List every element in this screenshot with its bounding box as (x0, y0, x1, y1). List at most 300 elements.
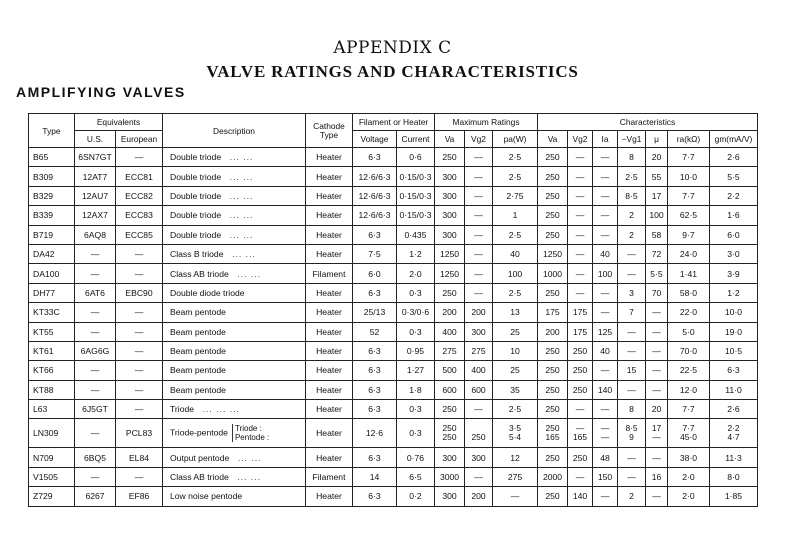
cell-va-max: 300 (435, 448, 465, 467)
cell-european: — (116, 322, 163, 341)
cell-neg-vg1 (618, 419, 646, 448)
subheader-mu: μ (646, 131, 668, 148)
cell-gm: 1·6 (710, 206, 758, 225)
table-row (29, 264, 758, 283)
cell-us: — (75, 467, 116, 486)
cell-vg2-max: — (465, 283, 493, 302)
cell-neg-vg1: 8 (618, 400, 646, 419)
cell-type: DH77 (29, 283, 75, 302)
cell-va-max: 200 (435, 303, 465, 322)
description-text: Double triode (170, 152, 222, 163)
cell-voltage: 6·3 (353, 283, 397, 302)
cell-description (163, 264, 306, 283)
cell-vg2-max: — (465, 400, 493, 419)
cell-vg2-max: — (465, 148, 493, 167)
cell-european: EF86 (116, 487, 163, 506)
cell-gm: 1·2 (710, 283, 758, 302)
cell-cathode: Heater (306, 400, 353, 419)
cell-va: 250 (538, 361, 568, 380)
cell-neg-vg1: — (618, 448, 646, 467)
description-text: Beam pentode (170, 346, 226, 357)
cell-current: 0·3 (397, 322, 435, 341)
cell-mu (646, 419, 668, 448)
cell-european: — (116, 400, 163, 419)
cell-ia: — (593, 225, 618, 244)
cell-description (163, 303, 306, 322)
description-text: Class AB triode (170, 268, 229, 279)
cell-ra: 22·5 (668, 361, 710, 380)
cell-vg2-max (465, 419, 493, 448)
cell-type: B329 (29, 186, 75, 205)
cell-va-max: 250 (435, 400, 465, 419)
cell-pa: 2·75 (493, 186, 538, 205)
cell-neg-vg1: 2 (618, 487, 646, 506)
subheader-pa: pa(W) (493, 131, 538, 148)
cell-us: — (75, 361, 116, 380)
cell-gm: 8·0 (710, 467, 758, 486)
cell-current: 0·3 (397, 400, 435, 419)
subheader-voltage: Voltage (353, 131, 397, 148)
cell-mu: 16 (646, 467, 668, 486)
cell-ra: 38·0 (668, 448, 710, 467)
cell-ia: — (593, 487, 618, 506)
subheader-neg-vg1: −Vg1 (618, 131, 646, 148)
cell-current: 0·3 (397, 283, 435, 302)
cell-va: 250 (538, 283, 568, 302)
cell-vg2 (568, 419, 593, 448)
table-row (29, 400, 758, 419)
cell-gm: 10·5 (710, 341, 758, 360)
cell-pa: 2·5 (493, 400, 538, 419)
cell-voltage: 6·3 (353, 400, 397, 419)
cell-cathode: Filament (306, 467, 353, 486)
subheader-ia: Ia (593, 131, 618, 148)
cell-voltage: 6·0 (353, 264, 397, 283)
subheader-european: European (116, 131, 163, 148)
cell-neg-vg1: 2 (618, 225, 646, 244)
cell-ra: 9·7 (668, 225, 710, 244)
cell-cathode: Heater (306, 303, 353, 322)
cell-va-max: 300 (435, 206, 465, 225)
cell-ia: 48 (593, 448, 618, 467)
cell-mu: 20 (646, 400, 668, 419)
cell-description (163, 467, 306, 486)
cell-vg2: 175 (568, 322, 593, 341)
leader-dots: ... ... (232, 249, 256, 260)
cell-voltage: 6·3 (353, 380, 397, 399)
cell-va-max: 300 (435, 167, 465, 186)
cell-cathode: Heater (306, 322, 353, 341)
cell-european: — (116, 341, 163, 360)
cell-ra: 2·0 (668, 467, 710, 486)
cell-description (163, 283, 306, 302)
cell-mu: — (646, 341, 668, 360)
description-text: Beam pentode (170, 365, 226, 376)
cell-mu: — (646, 380, 668, 399)
cell-vg2-max: 600 (465, 380, 493, 399)
cell-ia: — (593, 361, 618, 380)
cell-neg-vg1: 3 (618, 283, 646, 302)
cell-current: 1·27 (397, 361, 435, 380)
description-text: Triode-pentode (170, 427, 228, 438)
table-row (29, 206, 758, 225)
description-text: Double triode (170, 229, 222, 240)
cell-description (163, 380, 306, 399)
cell-vg2-max: — (465, 264, 493, 283)
header-type: Type (29, 114, 75, 148)
table-row (29, 225, 758, 244)
cell-cathode: Heater (306, 487, 353, 506)
leader-dots: ... ... (229, 190, 254, 201)
cell-type: KT55 (29, 322, 75, 341)
cell-va-max: 300 (435, 186, 465, 205)
cell-va: 250 (538, 380, 568, 399)
cell-description (163, 186, 306, 205)
cell-cathode: Heater (306, 361, 353, 380)
leader-dots: ... ... (237, 452, 262, 463)
cell-us: 6267 (75, 487, 116, 506)
cell-va: 2000 (538, 467, 568, 486)
cell-ra: 24·0 (668, 244, 710, 263)
cell-ia: 40 (593, 341, 618, 360)
cell-pa (493, 419, 538, 448)
leader-dots: ... ... (229, 171, 254, 182)
cell-va-max: 300 (435, 225, 465, 244)
cell-cathode: Heater (306, 148, 353, 167)
cell-description (163, 322, 306, 341)
cell-pa: 275 (493, 467, 538, 486)
subheader-vg2-max: Vg2 (465, 131, 493, 148)
cell-vg2: — (568, 225, 593, 244)
cell-ia: — (593, 303, 618, 322)
cell-vg2-max: — (465, 186, 493, 205)
table-row (29, 303, 758, 322)
cell-us: — (75, 264, 116, 283)
cell-ia: — (593, 167, 618, 186)
valve-table (28, 113, 758, 507)
header-characteristics: Characteristics (538, 114, 758, 131)
cell-gm: 2·2 (710, 186, 758, 205)
cell-description (163, 225, 306, 244)
table-row (29, 186, 758, 205)
cell-va (538, 419, 568, 448)
cell-current: 6·5 (397, 467, 435, 486)
header-equivalents: Equivalents (75, 114, 163, 131)
leader-dots: ... ... (229, 152, 254, 163)
cell-european: — (116, 467, 163, 486)
cell-mu: — (646, 361, 668, 380)
cell-va: 250 (538, 341, 568, 360)
cell-ra: 62·5 (668, 206, 710, 225)
table-body (29, 148, 758, 507)
cell-type: Z729 (29, 487, 75, 506)
cell-va-max (435, 419, 465, 448)
cell-pa: 25 (493, 361, 538, 380)
table-row (29, 148, 758, 167)
cell-mu: — (646, 322, 668, 341)
cell-mu: 5·5 (646, 264, 668, 283)
table-row (29, 419, 758, 448)
cell-va: 175 (538, 303, 568, 322)
cell-type: KT88 (29, 380, 75, 399)
cell-ia: — (593, 186, 618, 205)
cell-ia: — (593, 400, 618, 419)
cell-voltage: 6·3 (353, 341, 397, 360)
cell-european: EL84 (116, 448, 163, 467)
cell-neg-vg1: 7 (618, 303, 646, 322)
cell-va-max: 250 (435, 148, 465, 167)
table-row (29, 448, 758, 467)
cell-european: EBC90 (116, 283, 163, 302)
cell-description (163, 400, 306, 419)
cell-pa: 40 (493, 244, 538, 263)
cell-gm: 6·3 (710, 361, 758, 380)
cell-gm: 11·0 (710, 380, 758, 399)
leader-dots: ... ... (229, 229, 254, 240)
pentode-value: 250 (442, 432, 457, 443)
cell-va: 200 (538, 322, 568, 341)
cell-description (163, 244, 306, 263)
cell-ia: 140 (593, 380, 618, 399)
cell-cathode: Heater (306, 244, 353, 263)
triode-value: — (575, 423, 585, 434)
pentode-value: 9 (629, 432, 634, 443)
cell-ra (668, 419, 710, 448)
subheader-current: Current (397, 131, 435, 148)
cell-vg2: — (568, 283, 593, 302)
cell-va: 250 (538, 225, 568, 244)
cell-vg2-max: 200 (465, 487, 493, 506)
cell-vg2-max: — (465, 225, 493, 244)
pentode-value: 165 (545, 432, 560, 443)
cell-neg-vg1: 2 (618, 206, 646, 225)
cell-ra: 70·0 (668, 341, 710, 360)
cell-ra: 58·0 (668, 283, 710, 302)
cell-va-max: 1250 (435, 264, 465, 283)
cell-mu: 17 (646, 186, 668, 205)
cell-type: B719 (29, 225, 75, 244)
cell-type: B309 (29, 167, 75, 186)
cell-vg2-max: 400 (465, 361, 493, 380)
cell-vg2-max: 300 (465, 322, 493, 341)
cell-us: 6AT6 (75, 283, 116, 302)
pentode-value: 45·0 (680, 432, 697, 443)
cell-current: 0·15/0·3 (397, 167, 435, 186)
header-description: Description (163, 114, 306, 148)
description-text: Class AB triode (170, 472, 229, 483)
cell-voltage: 6·3 (353, 361, 397, 380)
cell-pa: 2·5 (493, 148, 538, 167)
table-row (29, 380, 758, 399)
cell-vg2: 250 (568, 448, 593, 467)
cell-voltage: 7·5 (353, 244, 397, 263)
cell-ra: 12·0 (668, 380, 710, 399)
cell-vg2: 250 (568, 380, 593, 399)
cell-type: V1505 (29, 467, 75, 486)
pentode-value: 165 (573, 432, 587, 443)
cell-ra: 7·7 (668, 400, 710, 419)
cell-cathode: Heater (306, 419, 353, 448)
cell-current: 1·8 (397, 380, 435, 399)
cell-voltage: 12·6 (353, 419, 397, 448)
cell-ia: 150 (593, 467, 618, 486)
cell-european: — (116, 380, 163, 399)
cell-pa: 12 (493, 448, 538, 467)
cell-description (163, 148, 306, 167)
cell-pa: 10 (493, 341, 538, 360)
cell-va-max: 500 (435, 361, 465, 380)
triode-value: 7·7 (682, 423, 695, 434)
cell-us: — (75, 303, 116, 322)
cell-current: 0·6 (397, 148, 435, 167)
pentode-label: Pentode : (234, 433, 270, 443)
cell-current: 0·3/0·6 (397, 303, 435, 322)
leader-dots: ... ... (237, 472, 262, 483)
cell-description (163, 448, 306, 467)
cell-gm: 2·6 (710, 148, 758, 167)
header-max-ratings: Maximum Ratings (435, 114, 538, 131)
cell-ia: — (593, 283, 618, 302)
cell-mu: 72 (646, 244, 668, 263)
cell-european: ECC81 (116, 167, 163, 186)
cell-vg2: — (568, 148, 593, 167)
cell-pa: 25 (493, 322, 538, 341)
cell-type: L63 (29, 400, 75, 419)
cell-ra: 22·0 (668, 303, 710, 322)
cell-voltage: 12·6/6·3 (353, 186, 397, 205)
cell-current: 0·95 (397, 341, 435, 360)
cell-voltage: 25/13 (353, 303, 397, 322)
cell-european: — (116, 148, 163, 167)
cell-va: 1000 (538, 264, 568, 283)
section-heading: AMPLIFYING VALVES (16, 84, 186, 100)
cell-european: ECC82 (116, 186, 163, 205)
cell-neg-vg1: — (618, 380, 646, 399)
triode-value: 3·5 (508, 423, 522, 434)
cell-va: 250 (538, 148, 568, 167)
cell-va-max: 275 (435, 341, 465, 360)
pentode-value: 5·4 (508, 432, 522, 443)
cell-va: 1250 (538, 244, 568, 263)
description-text: Low noise pentode (170, 491, 243, 502)
cell-gm: 11·3 (710, 448, 758, 467)
cell-us: 12AX7 (75, 206, 116, 225)
table-row (29, 467, 758, 486)
cell-current: 0·3 (397, 419, 435, 448)
cell-type: LN309 (29, 419, 75, 448)
cell-voltage: 6·3 (353, 448, 397, 467)
cell-cathode: Heater (306, 225, 353, 244)
pentode-value: 250 (471, 432, 486, 443)
cell-description (163, 361, 306, 380)
cell-us: 12AT7 (75, 167, 116, 186)
cell-vg2: — (568, 467, 593, 486)
cell-current: 0·15/0·3 (397, 206, 435, 225)
cell-ra: 7·7 (668, 186, 710, 205)
cell-voltage: 14 (353, 467, 397, 486)
description-text: Double triode (170, 210, 222, 221)
triode-value: — (600, 423, 610, 434)
cell-mu: 100 (646, 206, 668, 225)
cell-voltage: 12·6/6·3 (353, 167, 397, 186)
cell-pa: 2·5 (493, 167, 538, 186)
triode-value: 8·5 (625, 423, 638, 434)
cell-vg2: — (568, 186, 593, 205)
cell-current: 0·435 (397, 225, 435, 244)
cell-current: 2·0 (397, 264, 435, 283)
triode-value: 2·2 (727, 423, 740, 434)
cell-ra: 7·7 (668, 148, 710, 167)
cell-pa: 2·5 (493, 283, 538, 302)
table-row (29, 341, 758, 360)
cell-type: DA100 (29, 264, 75, 283)
cell-pa: 13 (493, 303, 538, 322)
leader-dots: ... ... ... (202, 404, 240, 415)
cell-cathode: Heater (306, 448, 353, 467)
description-text: Beam pentode (170, 307, 226, 318)
cell-cathode: Heater (306, 341, 353, 360)
cell-neg-vg1: 2·5 (618, 167, 646, 186)
leader-dots: ... ... (237, 268, 262, 279)
cell-description (163, 487, 306, 506)
cell-gm: 19·0 (710, 322, 758, 341)
cell-gm: 1·85 (710, 487, 758, 506)
cell-vg2: — (568, 244, 593, 263)
cell-va: 250 (538, 400, 568, 419)
cell-european: — (116, 264, 163, 283)
cell-neg-vg1: 8·5 (618, 186, 646, 205)
cell-vg2: 175 (568, 303, 593, 322)
description-text: Output pentode (170, 452, 230, 463)
cell-type: B65 (29, 148, 75, 167)
cell-vg2: 250 (568, 341, 593, 360)
cell-neg-vg1: — (618, 341, 646, 360)
description-text: Triode (170, 404, 195, 415)
cell-cathode: Filament (306, 264, 353, 283)
cell-european: — (116, 361, 163, 380)
cell-va: 250 (538, 448, 568, 467)
cell-neg-vg1: — (618, 467, 646, 486)
cell-gm: 3·9 (710, 264, 758, 283)
cell-european: — (116, 244, 163, 263)
description-text: Double diode triode (170, 287, 245, 298)
cell-va: 250 (538, 186, 568, 205)
cell-neg-vg1: 15 (618, 361, 646, 380)
cell-voltage: 6·3 (353, 487, 397, 506)
cell-va-max: 250 (435, 283, 465, 302)
description-text: Double triode (170, 171, 222, 182)
cell-mu: 20 (646, 148, 668, 167)
subheader-va-max: Va (435, 131, 465, 148)
cell-us: 6SN7GT (75, 148, 116, 167)
cell-va-max: 3000 (435, 467, 465, 486)
cell-ia: 100 (593, 264, 618, 283)
cell-vg2-max: — (465, 467, 493, 486)
cell-vg2: — (568, 167, 593, 186)
cell-va: 250 (538, 487, 568, 506)
cell-current: 0·15/0·3 (397, 186, 435, 205)
cell-type: N709 (29, 448, 75, 467)
cell-type: DA42 (29, 244, 75, 263)
cell-ra: 5·0 (668, 322, 710, 341)
cell-description (163, 341, 306, 360)
cell-voltage: 12·6/6·3 (353, 206, 397, 225)
cell-vg2: — (568, 400, 593, 419)
header-cathode-type: Cathode Type (306, 114, 353, 148)
header-filament: Filament or Heater (353, 114, 435, 131)
page-title: VALVE RATINGS AND CHARACTERISTICS (206, 62, 579, 81)
cell-mu: — (646, 448, 668, 467)
